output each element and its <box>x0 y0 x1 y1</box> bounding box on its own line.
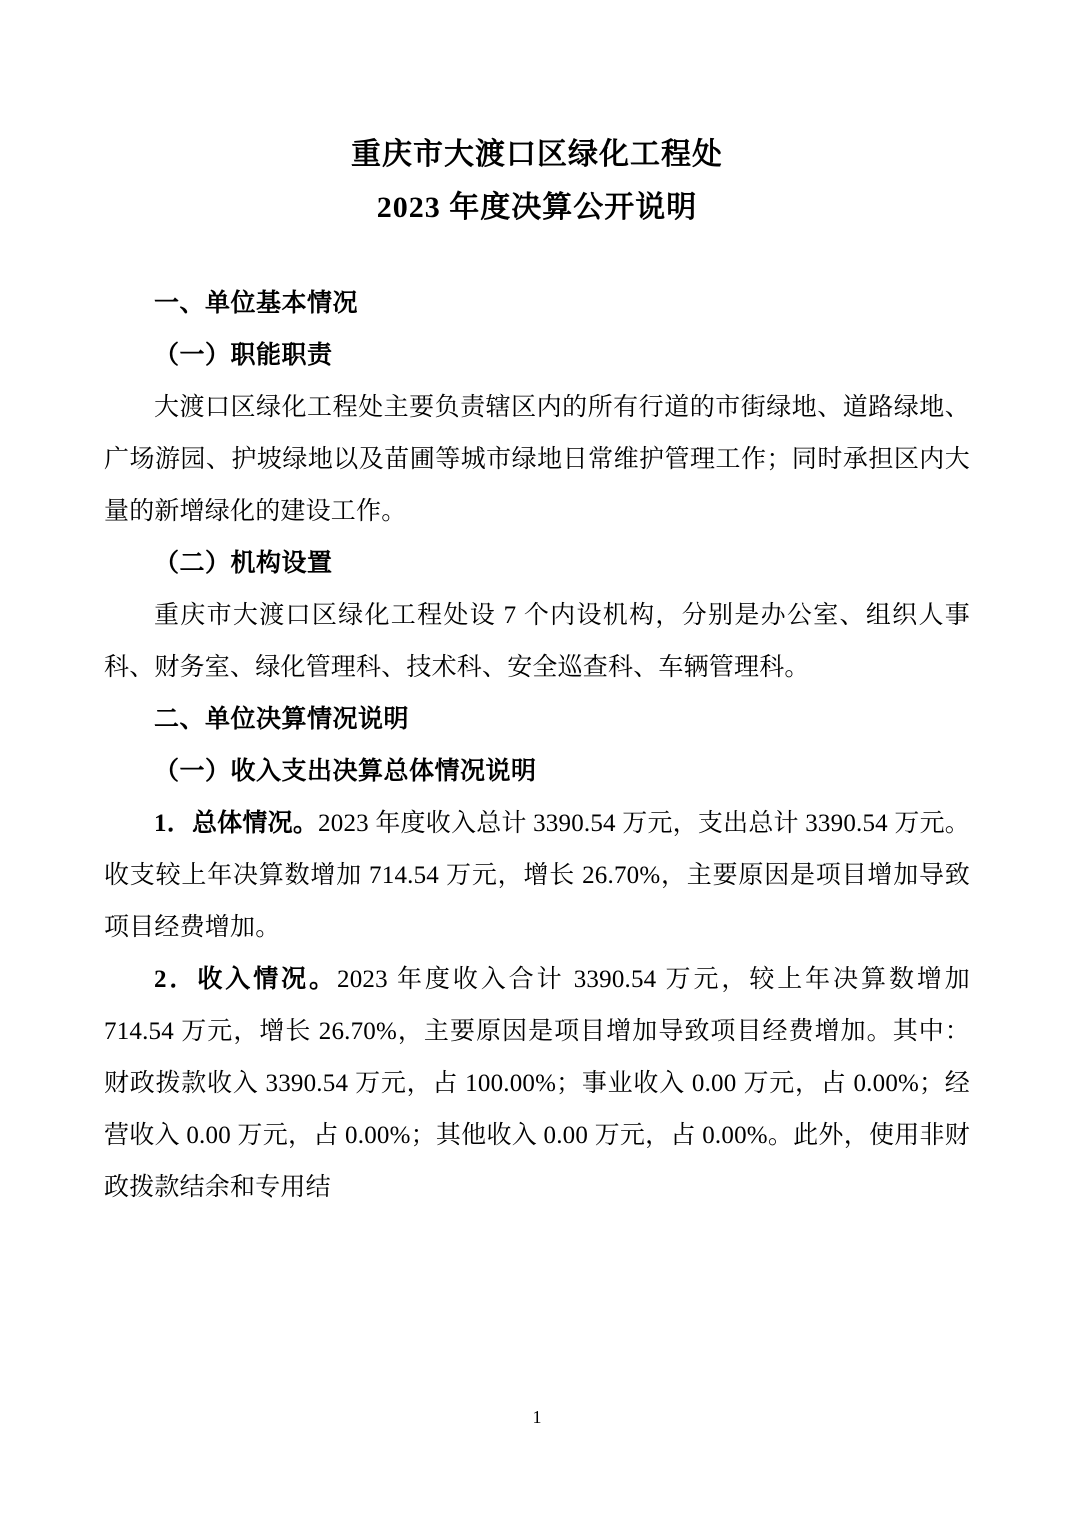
page-title <box>104 128 970 234</box>
page-number: 1 <box>532 1407 542 1427</box>
subsection-heading-1-2: （二）机构设置 <box>154 550 333 577</box>
subsection-heading-2-1: （一）收入支出决算总体情况说明 <box>154 758 537 785</box>
title-line-1: 重庆市大渡口区绿化工程处 <box>351 138 723 171</box>
section-heading-1: 一、单位基本情况 <box>154 290 359 317</box>
paragraph-organization: 重庆市大渡口区绿化工程处设 7 个内设机构，分别是办公室、组织人事科、财务室、绿化管理科、技术科、安全巡查科、车辆管理科。 <box>104 602 970 681</box>
paragraph-overall-situation <box>104 798 970 954</box>
paragraph-income-body: 2023 年度收入合计 3390.54 万元，较上年决算数增加 714.54 万元，增长 26.70%，主要原因是项目增加导致项目经费增加。其中：财政拨款收入 3390.54 万元，占 100.00%；事业收入 0.00 万元，占 0.00%；经营收入 0.00 万元，占 0.00%；其他收入 0.00 万元，占 0.00%。此外，使用非财政拨款结余和专用结 <box>104 966 971 1201</box>
title-line-2: 2023 年度决算公开说明 <box>376 191 698 224</box>
paragraph-income-situation <box>104 954 970 1214</box>
paragraph-duties: 大渡口区绿化工程处主要负责辖区内的所有行道的市街绿地、道路绿地、广场游园、护坡绿地以及苗圃等城市绿地日常维护管理工作；同时承担区内大量的新增绿化的建设工作。 <box>104 394 970 525</box>
paragraph-overall-body: 2023 年度收入总计 3390.54 万元，支出总计 3390.54 万元。收支较上年决算数增加 714.54 万元，增长 26.70%，主要原因是项目增加导致项目经费增加。 <box>104 810 970 941</box>
paragraph-income-label: 2．收入情况。 <box>154 966 337 993</box>
subsection-heading-1-1: （一）职能职责 <box>154 342 333 369</box>
section-heading-2: 二、单位决算情况说明 <box>154 706 410 733</box>
paragraph-overall-label: 1．总体情况。 <box>154 810 319 837</box>
title-spacer <box>104 234 970 278</box>
